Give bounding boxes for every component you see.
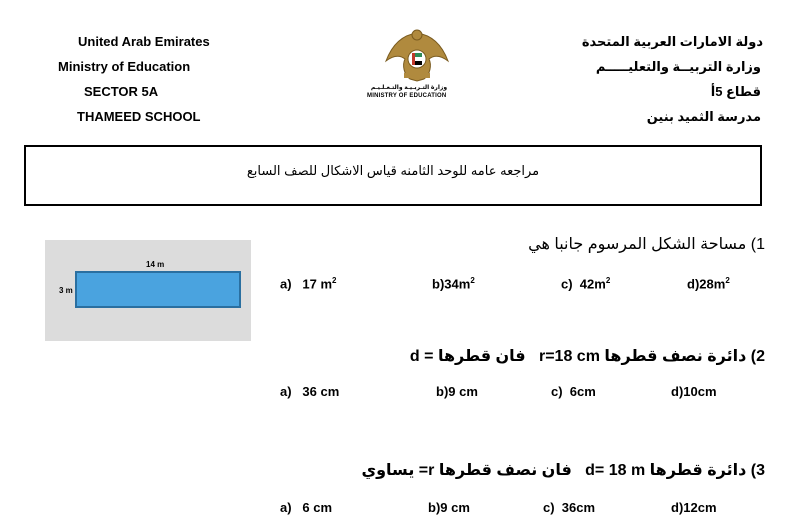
logo-caption-ar: وزارة التـربـيـة والتـعـلـيـم <box>370 85 448 91</box>
header-country-en: United Arab Emirates <box>78 34 210 49</box>
q3-option-d[interactable]: d)12cm <box>671 500 717 515</box>
q1-option-c[interactable]: c) $42m^2$ <box>561 276 611 292</box>
q2-option-a[interactable]: a) 36 cm <box>280 384 340 399</box>
q3-option-a[interactable]: a) 6 cm <box>280 500 333 515</box>
question-1-text: مساحة الشكل المرسوم جانبا هي <box>528 236 747 253</box>
logo-caption-en: MINISTRY OF EDUCATION <box>367 93 447 99</box>
q1-option-b[interactable]: $b)34m^2$ <box>432 276 475 292</box>
question-2: 2) دائرة نصف قطرها r=18 cm فان قطرها d = <box>409 348 765 365</box>
figure-length-label: 14 m <box>146 260 165 269</box>
q2-option-c[interactable]: c) 6cm <box>551 384 596 399</box>
figure-width-label: 3 m <box>59 286 73 295</box>
header-ministry-en: Ministry of Education <box>58 59 191 74</box>
header-ministry-ar: وزارة التربيــة والتعليـــــم <box>595 59 761 74</box>
page-title: مراجعه عامه للوحد الثامنه قياس الاشكال للصف السابع <box>246 163 540 178</box>
q3-option-b[interactable]: b)9 cm <box>428 500 470 515</box>
rectangle-figure <box>45 240 251 341</box>
q2-option-b[interactable]: b)9 cm <box>436 384 478 399</box>
question-3: 3) دائرة قطرها d= 18 m فان نصف قطرها r= يساوي <box>361 462 765 479</box>
q3-option-c[interactable]: c) 36cm <box>543 500 596 515</box>
question-1 <box>528 234 765 254</box>
figure-rectangle <box>75 271 241 308</box>
question-2-number: 2) <box>750 348 765 365</box>
header-sector-en: SECTOR 5A <box>84 84 159 99</box>
question-1-number: 1) <box>750 236 765 253</box>
header-sector-ar: قطاع 5أ <box>710 84 761 99</box>
header-country-ar: دولة الامارات العربية المتحدة <box>581 34 763 49</box>
q2-option-d[interactable]: d)10cm <box>671 384 717 399</box>
header-school-ar: مدرسة الثميد بنين <box>646 109 761 124</box>
q1-option-a[interactable]: a) 17 $m^2$ <box>280 276 337 292</box>
title-box <box>24 145 762 206</box>
question-3-number: 3) <box>750 462 765 479</box>
header-school-en: THAMEED SCHOOL <box>77 109 201 124</box>
q1-option-d[interactable]: $d)28m^2$ <box>687 276 730 292</box>
